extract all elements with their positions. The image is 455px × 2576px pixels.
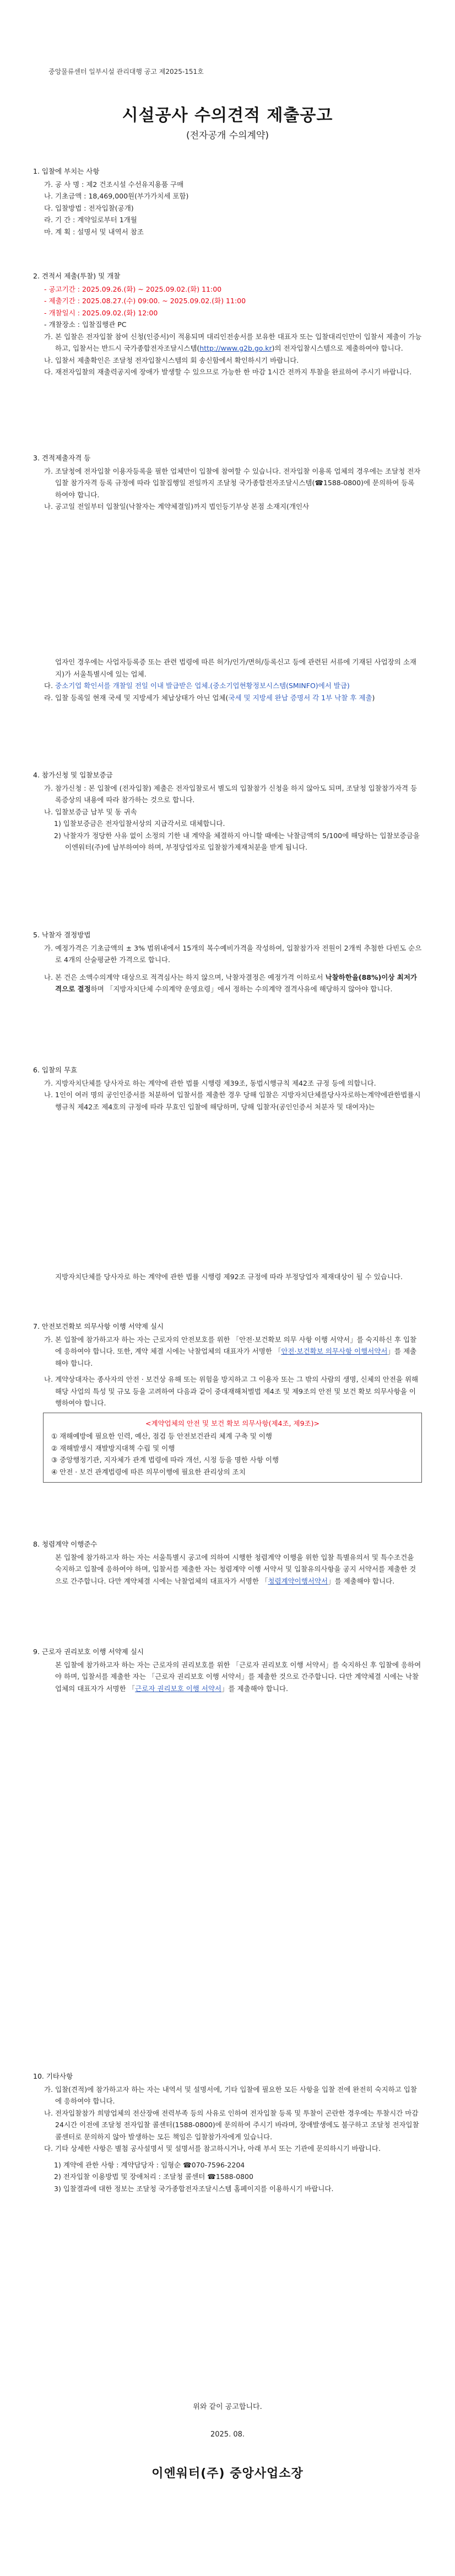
section-7-heading: 7. 안전보건확보 의무사항 이행 서약제 실시 [33, 1322, 164, 1330]
section-4-heading: 4. 참가신청 및 입찰보증금 [33, 771, 113, 779]
section-5-item-na-end: 하며 「지방자치단체 수의계약 운영요령」에서 정하는 수의계약 결격사유에 해당하지 않아야 합니다. [90, 985, 393, 993]
worker-rights-pledge-link[interactable]: 근로자 권리보호 이행 서약서 [135, 1684, 221, 1693]
section-6-item-na: 나. 1인이 여러 명의 공인인증서를 처분하여 입찰서를 제출한 경우 당해 입찰은 지방자치단체를당사자로하는계약에관한법률시행규칙 제42조 제4호의 규정에 따라 무효인 입찰에 해당하며, 당해 입찰자(공인인증서 처분자 및 대여자)는 [44, 1091, 421, 1111]
section-6-continued [33, 1271, 422, 1283]
contact-contract: 1) 계약에 관한 사항 : 계약담당자 : 임형순 ☎070-7596-2204 [54, 2160, 245, 2169]
section-6-heading: 6. 입찰의 무효 [33, 1066, 78, 1074]
section-7-item-ga-end: 」를 제출해야 합니다. [55, 1347, 417, 1367]
section-3-item-na: 나. 공고일 전일부터 입찰일(낙찰자는 계약체결일)까지 법인등기부상 본점 소재지(개인사 [44, 502, 310, 511]
section-1-line: 마. 계 획 : 설명서 및 내역서 참조 [44, 227, 144, 236]
section-3-item-ga: 가. 조달청에 전자입찰 이용자등록을 필한 업체만이 입찰에 참여할 수 있습니다. 전자입찰 이용록 업체의 경우에는 조달청 전자입찰 참가자격 등록 규정에 따라 입찰집행일 전일까지 조달청 국가종합전자조달시스템(☎1588-0800)에 문의하여 등록 하여야 합니다. [44, 466, 421, 499]
notice-period: - 공고기간 : 2025.09.26.(화) ~ 2025.09.02.(화) 11:00 [44, 285, 222, 293]
section-5-item-ga: 가. 예정가격은 기초금액의 ± 3% 범위내에서 15개의 복수예비가격을 작성하여, 입찰참가자 전원이 2개씩 추첨한 다빈도 순으로 4개의 산술평균한 가격으로 합니다. [44, 943, 422, 964]
issuer-name: 이엔워터(주) 중앙사업소장 [151, 2467, 304, 2481]
integrity-pledge-link[interactable]: 청렴계약이행서약서 [268, 1576, 328, 1585]
section-7-item-na: 나. 계약상대자는 종사자의 안전 · 보건상 유해 또는 위험을 방지하고 그 이용자 또는 그 밖의 사람의 생명, 신체의 안전을 위해 해당 사업의 특성 및 규모 등을 고려하여 다음과 같이 중대재해처벌법 제4조 및 제9조의 안전 및 보건 확보 의무사항을 이행하여야 합니다. [44, 1375, 419, 1407]
g2b-link[interactable]: http://www.g2b.go.kr [199, 344, 272, 352]
sme-certificate-note: 중소기업 확인서를 개찰일 전일 이내 발급받은 업체.(중소기업현황정보시스템(SMINFO)에서 발급) [55, 681, 350, 690]
safety-obligation-item: ① 재해예방에 필요한 인력, 예산, 점검 등 안전보건관리 체계 구축 및 이행 [51, 1432, 272, 1440]
section-3-item-na-cont: 업자인 경우에는 사업자등록증 또는 관련 법령에 따른 허가/인가/면허/등록신고 등에 관련된 서류에 기재된 사업장의 소재지)가 서울특별시에 있는 업체. [55, 658, 416, 678]
section-3-item-ra [33, 692, 422, 704]
section-2 [33, 270, 422, 378]
section-9-body-end: 」를 제출해야 합니다. [221, 1684, 289, 1693]
section-8 [33, 1538, 422, 1587]
section-1-line: 라. 기 간 : 계약일로부터 1개월 [44, 216, 137, 224]
section-4-sub-1: 1) 입찰보증금은 전자입찰서상의 지급각서로 대체합니다. [54, 819, 225, 828]
section-2-heading: 2. 견적서 제출(투찰) 및 개찰 [33, 272, 121, 280]
page-subtitle: (전자공개 수의계약) [186, 130, 269, 141]
section-2-item-da: 다. 재전자입찰의 재출력공지에 장애가 발생할 수 있으므로 가능한 한 마감 1시간 전까지 투찰을 완료하여 주시기 바랍니다. [44, 368, 412, 376]
safety-obligations-title: <계약업체의 안전 및 보건 확보 의무사항(제4조, 제9조)> [145, 1419, 319, 1427]
section-6-item-na-cont: 지방자치단체를 당사자로 하는 계약에 관한 법률 시행령 제92조 규정에 따라 부정당업자 제재대상이 될 수 있습니다. [55, 1273, 403, 1281]
section-10-item-da: 다. 기타 상세한 사항은 별첨 공사설명서 및 설명서를 참고하시거나, 아래 부서 또는 기관에 문의하시기 바랍니다. [44, 2144, 381, 2153]
safety-obligation-item: ② 재해발생시 재발방지대책 수립 및 이행 [51, 1443, 175, 1452]
section-5-item-na-text: 나. 본 건은 소액수의계약 대상으로 적격심사는 하지 않으며, 낙찰자결정은 예정가격 이하로서 [44, 973, 326, 981]
section-3-item-da-marker: 다. [44, 681, 56, 690]
section-9-body [33, 1659, 422, 1695]
section-5-heading: 5. 낙찰자 결정방법 [33, 931, 91, 939]
section-4-item-ga: 가. 참가신청 : 본 입찰에 (전자입찰) 제출은 전자입찰로서 별도의 입찰참가 신청을 하지 않아도 되며, 조달청 입찰참가자격 등록증상의 내용에 따라 참가하는 것으로 합니다. [44, 783, 418, 804]
notice-date: 2025. 08. [210, 2430, 245, 2439]
section-3-item-da [33, 680, 422, 692]
safety-obligation-item: ③ 중앙행정기관, 지자체가 관계 법령에 따라 개선, 시정 등을 명한 사항 이행 [51, 1456, 279, 1464]
section-3-item-ra-text: 라. 입찰 등록일 현재 국세 및 지방세가 체납상태가 아닌 업체( [44, 693, 229, 702]
section-10 [33, 2070, 422, 2194]
contact-e-bidding: 2) 전자입찰 이용방법 및 장애처리 : 조달청 콜센터 ☎1588-0800 [54, 2172, 253, 2181]
section-2-item-ga-end: )의 전자입찰시스템으로 제출하여야 합니다. [272, 344, 403, 352]
section-8-body-end: 」를 제출해야 합니다. [328, 1576, 395, 1585]
section-9-body-text: 본 입찰에 참가하고자 하는 자는 근로자의 권리보호를 위한 「근로자 권리보호 이행 서약서」를 숙지하신 후 입찰에 응하여야 하며, 입찰서를 제출한 자는 「근로자 권리보호 이행 서약서」를 제출한 것으로 간주합니다. 다만 계약체결 시에는 낙찰업체의 대표자가 서명한 「 [55, 1660, 421, 1693]
section-8-body [33, 1552, 422, 1587]
safety-obligation-item: ④ 안전 · 보건 관계법령에 따른 의무이행에 필요한 관리상의 조치 [51, 1467, 246, 1476]
section-4-sub-2: 2) 낙찰자가 정당한 사유 없이 소정의 기한 내 계약을 체결하지 아니할 때에는 낙찰금액의 5/100에 해당하는 입찰보증금을 이엔워터(주)에 납부하여야 하며, 부정당업자로 입찰참가제재처분을 받게 됩니다. [54, 831, 420, 851]
submission-period: - 제출기간 : 2025.08.27.(수) 09:00. ~ 2025.09.02.(화) 11:00 [44, 297, 246, 305]
section-5 [33, 929, 422, 995]
section-1-line: 다. 입찰방법 : 전자입찰(공개) [44, 203, 134, 212]
section-7-item-ga [33, 1334, 422, 1370]
section-9-heading: 9. 근로자 권리보호 이행 서약제 실시 [33, 1647, 144, 1656]
section-10-heading: 10. 기타사항 [33, 2072, 73, 2080]
notice-reference: 중앙물류센터 일부시설 관리대행 공고 제2025-151호 [48, 68, 204, 76]
section-6 [33, 1064, 422, 1113]
section-2-item-na: 나. 입찰서 제출확인은 조달청 전자입찰시스템의 회 송신함에서 확인하시기 바랍니다. [44, 356, 299, 364]
safety-pledge-link[interactable]: 안전·보건확보 의무사항 이행서약서 [281, 1347, 388, 1355]
section-3 [33, 452, 422, 513]
section-2-item-ga-text: 가. 본 입찰은 전자입찰 참여 신청(인증서)이 적용되며 대리인전송서를 보유한 대표자 또는 입찰대리인만이 입찰서 제출이 가능하고, 입찰서는 반드시 국가종합전자조달시스템( [44, 332, 422, 352]
section-10-item-na: 나. 전자입찰참가 희망업체의 전산장애 전력부족 등의 사유로 인하여 전자입찰 등록 및 투찰이 곤란한 경우에는 투찰시간 마감24시간 이전에 조달청 전자입찰 콜센터(1588-0800)에 문의하여 주시기 바라며, 장애발생에도 불구하고 조달청 전자입찰 콜센터로 문의하지 않아 발생하는 모든 책임은 입찰참가자에게 있습니다. [44, 2108, 419, 2141]
section-7-item-ga-text: 가. 본 입찰에 참가하고자 하는 자는 근로자의 안전보호를 위한 「안전·보건확보 의무 사항 이행 서약서」를 숙지하신 후 입찰에 응하여야 합니다. 또한, 계약 체결 시에는 낙찰업체의 대표자가 서명한 「 [44, 1335, 417, 1355]
section-4-item-na: 나. 입찰보증금 납부 및 동 귀속 [44, 807, 137, 816]
section-7 [33, 1321, 422, 1486]
section-9 [33, 1646, 422, 1694]
section-4 [33, 769, 422, 854]
section-1-line: 가. 공 사 명 : 제2 건조시설 수선유지용품 구매 [44, 180, 184, 189]
section-3-item-ra-end: ) [372, 693, 375, 702]
section-5-item-na [33, 972, 422, 995]
section-10-item-ga: 가. 입찰(견적)에 참가하고자 하는 자는 내역서 및 설명서에, 기타 입찰에 필요한 모든 사항을 입찰 전에 완전히 숙지하고 입찰에 응하여야 합니다. [44, 2085, 417, 2105]
section-8-heading: 8. 청렴계약 이행준수 [33, 1540, 98, 1548]
safety-obligations-box [43, 1413, 422, 1483]
award-criteria: 낙찰하한율(88%)이상 최저가격으로 결정 [55, 973, 417, 993]
section-1-heading: 1. 입찰에 부치는 사항 [33, 167, 100, 175]
section-3-continued [33, 656, 422, 704]
opening-place: - 개찰장소 : 입찰집행관 PC [44, 320, 127, 329]
section-2-item-ga [33, 331, 422, 355]
tax-certificate-note: 국세 및 지방세 완납 증명서 각 1부 낙찰 후 제출 [228, 693, 372, 702]
section-1-line: 나. 기초금액 : 18,469,000원(부가가치세 포함) [44, 192, 189, 200]
section-8-body-text: 본 입찰에 참가하고자 하는 자는 서울특별시 공고에 의하여 시행한 청렴계약 이행을 위한 입찰 특별유의서 및 특수조건을 숙지하고 입찰에 응하여야 하며, 입찰서를 제출한 자는 청렴계약 이행 서약서 및 입찰유의사항을 공지 서약서를 제출한 것으로 간주합니다. 다만 계약체결 시에는 낙찰업체의 대표자가 서명한 「 [55, 1553, 416, 1585]
contact-results: 3) 입찰결과에 대한 정보는 조달청 국가종합전자조달시스템 홈페이지를 이용하시기 바랍니다. [54, 2184, 334, 2193]
section-1 [33, 165, 422, 238]
closing-statement: 위와 같이 공고합니다. [193, 2403, 262, 2411]
section-3-heading: 3. 견적제출자격 등 [33, 454, 91, 462]
page-title: 시설공사 수의견적 제출공고 [122, 106, 333, 125]
opening-datetime: - 개찰일시 : 2025.09.02.(화) 12:00 [44, 308, 158, 317]
section-6-item-ga: 가. 지방자치단체를 당사자로 하는 계약에 관한 법률 시행령 제39조, 동법시행규칙 제42조 규정 등에 의합니다. [44, 1078, 376, 1087]
